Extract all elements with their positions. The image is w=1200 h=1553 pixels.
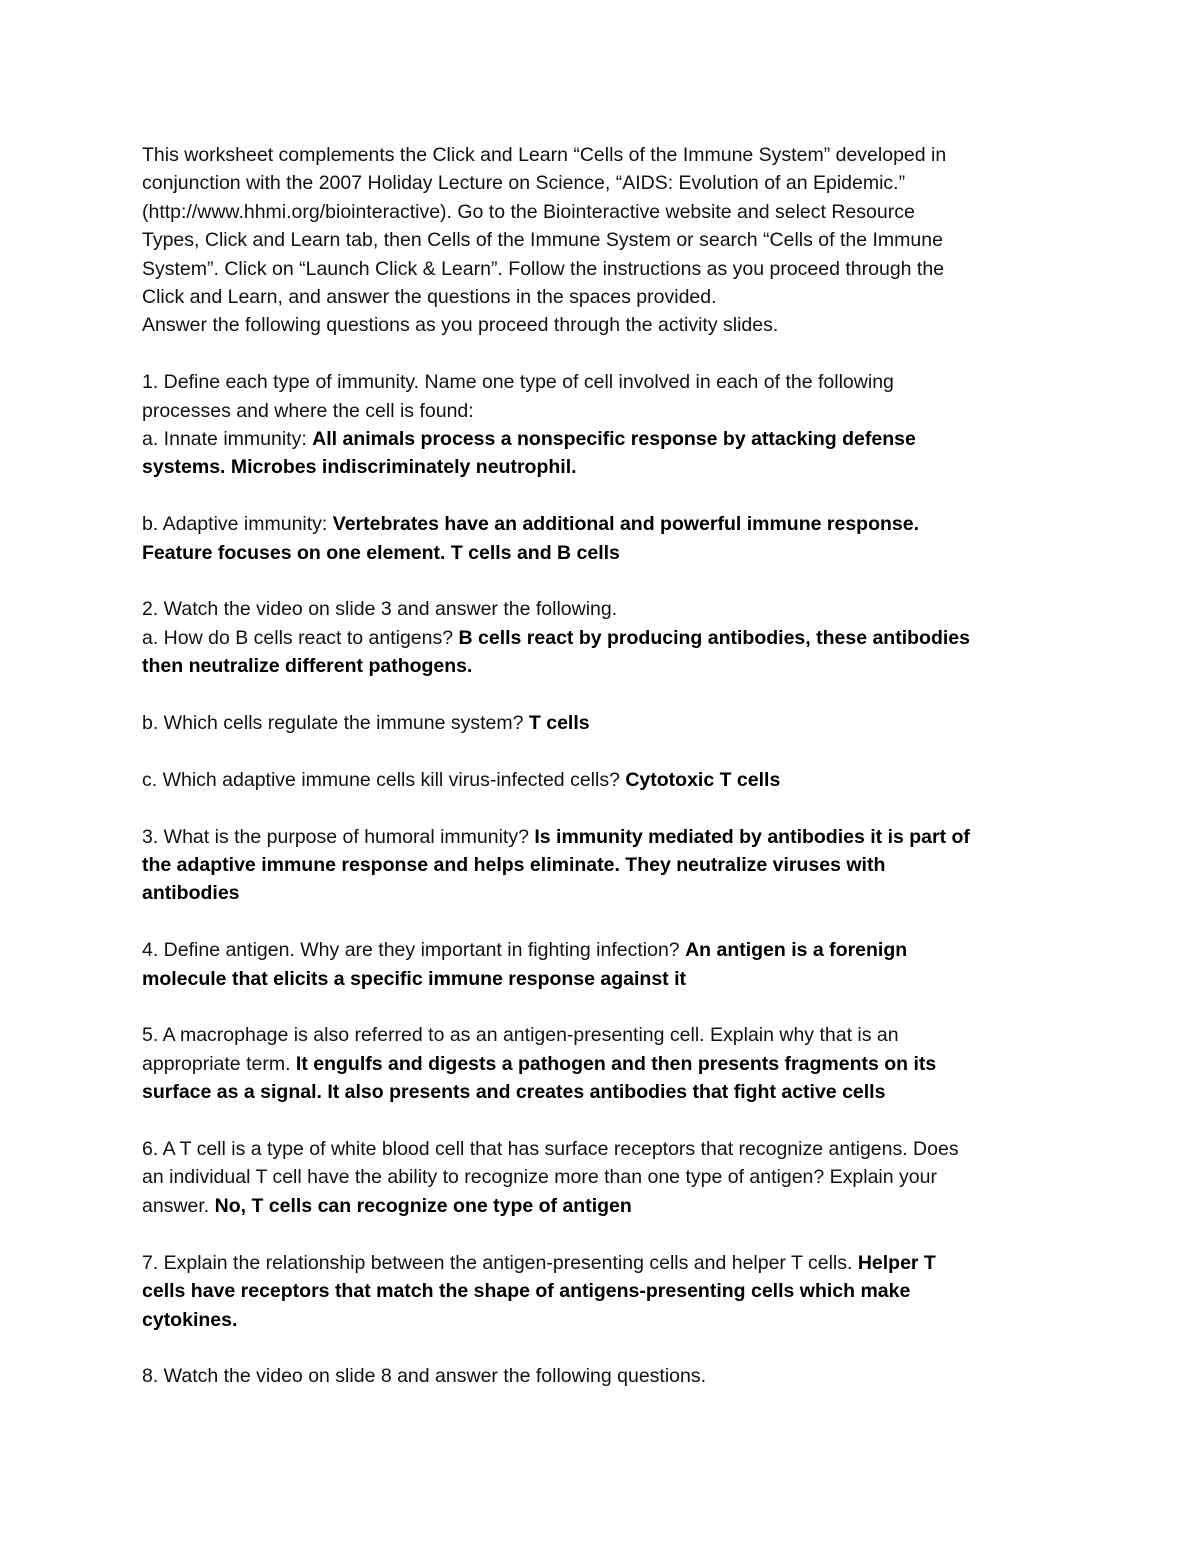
question-1b-answer: Feature focuses on one element. T cells and B cells — [142, 541, 620, 564]
spacer — [142, 737, 1067, 765]
question-3-answer: Is immunity mediated by antibodies it is part of — [534, 825, 970, 848]
question-2a-answer: then neutralize different pathogens. — [142, 655, 473, 678]
intro-paragraph — [142, 141, 1067, 340]
question-5-prompt: appropriate term. — [142, 1052, 296, 1075]
question-4 — [142, 936, 1067, 993]
spacer — [142, 482, 1067, 510]
question-2b-answer: T cells — [528, 712, 590, 735]
question-5 — [142, 1021, 1067, 1106]
question-2a-answer: B cells react by producing antibodies, these antibodies — [458, 626, 970, 649]
question-2 — [142, 595, 1067, 680]
question-1b-answer: Vertebrates have an additional and powerful immune response. — [332, 513, 920, 536]
spacer — [142, 1107, 1067, 1135]
question-4-answer: An antigen is a forenign — [685, 939, 908, 962]
question-1a-answer: All animals process a nonspecific response by attacking defense — [312, 428, 916, 451]
question-1-text: 1. Define each type of immunity. Name one type of cell involved in each of the following — [142, 371, 894, 394]
question-1-text: processes and where the cell is found: — [142, 399, 474, 422]
question-2-text: 2. Watch the video on slide 3 and answer the following. — [142, 598, 618, 621]
question-4-answer: molecule that elicits a specific immune response against it — [142, 967, 687, 990]
question-3-answer: antibodies — [142, 882, 240, 905]
question-3-prompt: 3. What is the purpose of humoral immunity? — [142, 825, 535, 848]
spacer — [142, 993, 1067, 1021]
question-3-answer: the adaptive immune response and helps eliminate. They neutralize viruses with — [142, 854, 886, 877]
question-4-prompt: 4. Define antigen. Why are they important in fighting infection? — [142, 939, 686, 962]
question-7-prompt: 7. Explain the relationship between the antigen-presenting cells and helper T cells. — [142, 1251, 858, 1274]
question-1 — [142, 368, 1067, 482]
question-2c-prompt: c. Which adaptive immune cells kill virus-infected cells? — [142, 768, 626, 791]
question-3 — [142, 823, 1067, 908]
question-2c — [142, 766, 1067, 794]
question-6-answer: No, T cells can recognize one type of antigen — [214, 1194, 632, 1217]
question-2b-prompt: b. Which cells regulate the immune system? — [142, 712, 529, 735]
spacer — [142, 340, 1067, 368]
question-8 — [142, 1362, 1067, 1390]
question-6 — [142, 1135, 1067, 1220]
intro-line: Types, Click and Learn tab, then Cells of the Immune System or search “Cells of the Immune — [142, 229, 943, 252]
instructions-line: Answer the following questions as you proceed through the activity slides. — [142, 314, 779, 337]
spacer — [142, 681, 1067, 709]
question-1b — [142, 510, 1067, 567]
spacer — [142, 1334, 1067, 1362]
intro-line: This worksheet complements the Click and Learn “Cells of the Immune System” developed in — [142, 144, 947, 166]
intro-line: (http://www.hhmi.org/biointeractive). Go to the Biointeractive website and select Resource — [142, 200, 915, 223]
intro-line: conjunction with the 2007 Holiday Lecture on Science, “AIDS: Evolution of an Epidemic.” — [142, 172, 906, 195]
question-6-text: an individual T cell have the ability to recognize more than one type of antigen? Explain your — [142, 1166, 937, 1189]
spacer — [142, 908, 1067, 936]
question-7-answer: cytokines. — [142, 1308, 238, 1331]
question-2b — [142, 709, 1067, 737]
spacer — [142, 1220, 1067, 1248]
question-5-answer: surface as a signal. It also presents and creates antibodies that fight active cells — [142, 1081, 886, 1104]
question-7 — [142, 1249, 1067, 1334]
worksheet-page — [142, 141, 1067, 1391]
question-2c-answer: Cytotoxic T cells — [625, 768, 781, 791]
question-7-answer: cells have receptors that match the shape of antigens-presenting cells which make — [142, 1280, 911, 1303]
spacer — [142, 567, 1067, 595]
spacer — [142, 794, 1067, 822]
question-5-answer: It engulfs and digests a pathogen and then presents fragments on its — [295, 1052, 937, 1075]
intro-line: Click and Learn, and answer the questions in the spaces provided. — [142, 286, 717, 309]
intro-line: System”. Click on “Launch Click & Learn”. Follow the instructions as you proceed through the — [142, 257, 945, 280]
question-6-text: 6. A T cell is a type of white blood cell that has surface receptors that recognize antigens. Does — [142, 1138, 959, 1161]
question-8-text: 8. Watch the video on slide 8 and answer the following questions. — [142, 1365, 707, 1388]
question-1a-answer: systems. Microbes indiscriminately neutrophil. — [142, 456, 577, 479]
question-5-text: 5. A macrophage is also referred to as an antigen-presenting cell. Explain why that is an — [142, 1024, 899, 1047]
question-1b-prompt: b. Adaptive immunity: — [142, 513, 333, 536]
question-1a-prompt: a. Innate immunity: — [142, 428, 313, 451]
question-6-prompt: answer. — [142, 1194, 215, 1217]
question-7-answer: Helper T — [857, 1251, 936, 1274]
question-2a-prompt: a. How do B cells react to antigens? — [142, 626, 459, 649]
